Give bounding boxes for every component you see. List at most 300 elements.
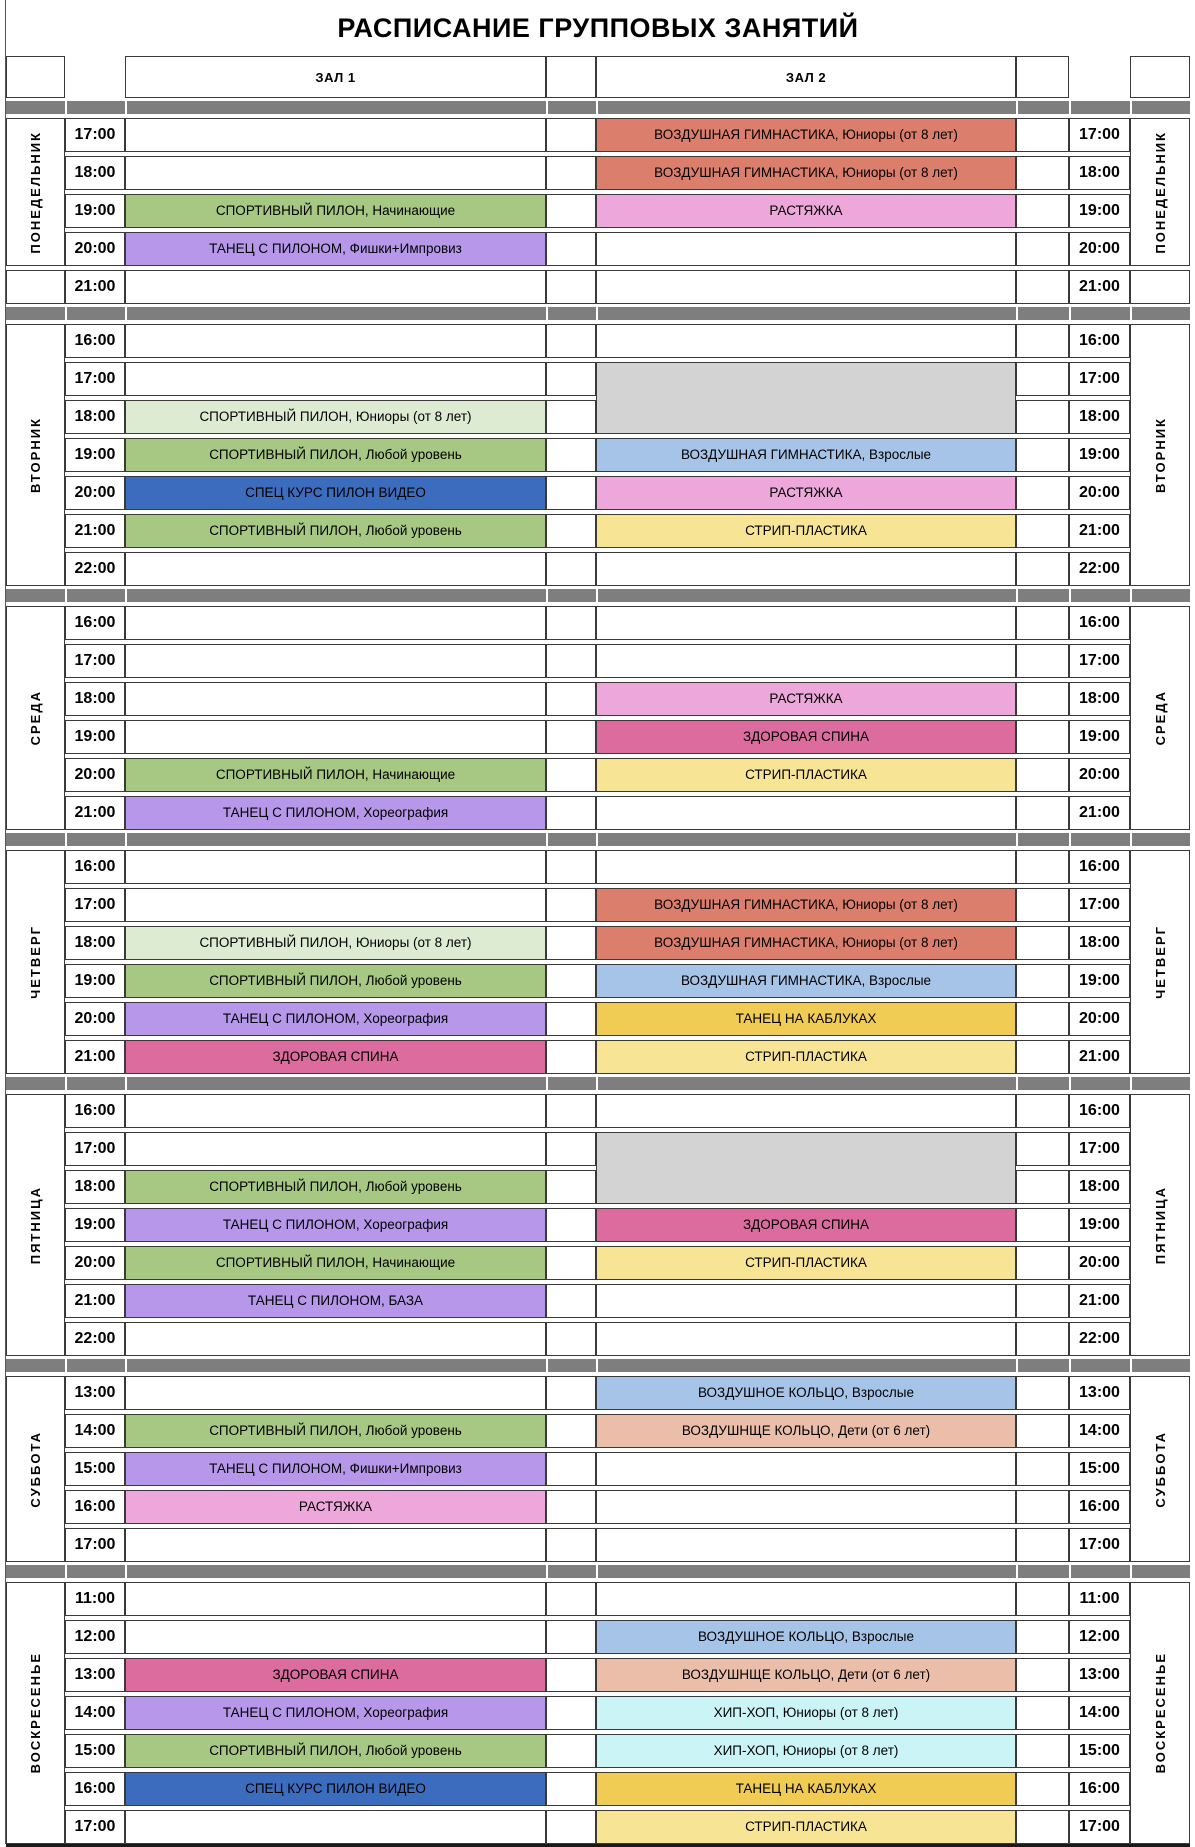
time-cell: 19:00 — [1069, 1208, 1130, 1242]
header-gap-cell-right — [1016, 56, 1069, 98]
day-label-left — [6, 1094, 65, 1356]
schedule-body — [6, 101, 1190, 1844]
class-cell: СТРИП-ПЛАСТИКА — [596, 758, 1016, 792]
time-cell: 17:00 — [65, 888, 125, 922]
day-section-6 — [6, 1376, 1190, 1562]
time-cell: 21:00 — [65, 1284, 125, 1318]
spacer-cell — [1016, 194, 1069, 228]
empty-slot-cell — [125, 1322, 546, 1356]
time-cell: 21:00 — [65, 796, 125, 830]
class-cell: ВОЗДУШНЩЕ КОЛЬЦО, Дети (от 6 лет) — [596, 1414, 1016, 1448]
empty-slot-cell — [125, 682, 546, 716]
separator-segment — [65, 1565, 125, 1578]
day-name-text: ПЯТНИЦА — [28, 1185, 43, 1265]
time-cell: 14:00 — [1069, 1696, 1130, 1730]
separator-segment — [125, 1359, 546, 1372]
spacer-cell — [546, 270, 596, 304]
day-name-text: СРЕДА — [28, 690, 43, 746]
spacer-cell — [546, 888, 596, 922]
time-cell: 20:00 — [1069, 232, 1130, 266]
day-label-left — [6, 1376, 65, 1562]
empty-slot-cell — [596, 1528, 1016, 1562]
separator-segment — [65, 833, 125, 846]
spacer-cell — [546, 606, 596, 640]
separator-segment — [546, 1077, 596, 1090]
day-section-1 — [6, 118, 1190, 304]
time-cell: 19:00 — [1069, 438, 1130, 472]
separator-segment — [65, 1077, 125, 1090]
day-label-right — [1130, 1376, 1190, 1562]
class-cell: СПОРТИВНЫЙ ПИЛОН, Любой уровень — [125, 1734, 546, 1768]
time-cell: 17:00 — [65, 1132, 125, 1166]
spacer-cell — [546, 1582, 596, 1616]
day-name-text: СУББОТА — [28, 1430, 43, 1508]
day-section-7 — [6, 1582, 1190, 1844]
empty-slot-cell — [125, 362, 546, 396]
class-cell: ВОЗДУШНАЯ ГИМНАСТИКА, Взрослые — [596, 964, 1016, 998]
spacer-cell — [546, 1040, 596, 1074]
time-cell: 16:00 — [1069, 1094, 1130, 1128]
separator-segment — [546, 307, 596, 320]
spacer-cell — [546, 1452, 596, 1486]
spacer-cell — [1016, 644, 1069, 678]
class-cell: ТАНЕЦ С ПИЛОНОМ, Фишки+Импровиз — [125, 1452, 546, 1486]
spacer-cell — [546, 156, 596, 190]
time-cell: 19:00 — [65, 964, 125, 998]
spacer-cell — [1016, 606, 1069, 640]
class-cell: ВОЗДУШНОЕ КОЛЬЦО, Взрослые — [596, 1620, 1016, 1654]
spacer-cell — [546, 118, 596, 152]
separator-segment — [1130, 101, 1190, 114]
separator-segment — [6, 1359, 65, 1372]
spacer-cell — [546, 926, 596, 960]
spacer-cell — [546, 1734, 596, 1768]
time-cell: 13:00 — [65, 1658, 125, 1692]
spacer-cell — [546, 324, 596, 358]
separator-segment — [1016, 833, 1069, 846]
time-cell: 21:00 — [1069, 1040, 1130, 1074]
spacer-cell — [1016, 476, 1069, 510]
time-cell: 17:00 — [1069, 118, 1130, 152]
spacer-cell — [1016, 438, 1069, 472]
time-cell: 21:00 — [1069, 1284, 1130, 1318]
time-cell: 17:00 — [1069, 362, 1130, 396]
time-cell: 14:00 — [1069, 1414, 1130, 1448]
day-section-4 — [6, 850, 1190, 1074]
class-cell: СПОРТИВНЫЙ ПИЛОН, Юниоры (от 8 лет) — [125, 926, 546, 960]
time-cell: 19:00 — [65, 1208, 125, 1242]
page-title: РАСПИСАНИЕ ГРУППОВЫХ ЗАНЯТИЙ — [337, 12, 859, 43]
class-cell: СПОРТИВНЫЙ ПИЛОН, Начинающие — [125, 194, 546, 228]
time-cell: 17:00 — [65, 362, 125, 396]
class-cell: СПОРТИВНЫЙ ПИЛОН, Начинающие — [125, 758, 546, 792]
empty-slot-cell — [596, 796, 1016, 830]
time-cell: 18:00 — [1069, 400, 1130, 434]
time-cell: 21:00 — [1069, 514, 1130, 548]
empty-slot-cell — [125, 850, 546, 884]
spacer-cell — [1016, 1322, 1069, 1356]
time-cell: 12:00 — [1069, 1620, 1130, 1654]
spacer-cell — [1016, 1528, 1069, 1562]
day-separator-bar — [6, 1565, 1190, 1578]
separator-segment — [1130, 1359, 1190, 1372]
spacer-cell — [546, 476, 596, 510]
spacer-cell — [546, 1170, 596, 1204]
separator-segment — [125, 833, 546, 846]
day-label-left — [6, 1582, 65, 1844]
empty-slot-cell — [596, 850, 1016, 884]
spacer-cell — [546, 682, 596, 716]
spacer-cell — [1016, 682, 1069, 716]
hall-1-header: ЗАЛ 1 — [125, 56, 546, 98]
spacer-cell — [1016, 720, 1069, 754]
class-cell: ТАНЕЦ С ПИЛОНОМ, Хореография — [125, 1208, 546, 1242]
separator-segment — [1130, 1077, 1190, 1090]
class-cell: РАСТЯЖКА — [125, 1490, 546, 1524]
time-cell: 21:00 — [1069, 270, 1130, 304]
spacer-cell — [1016, 118, 1069, 152]
spacer-cell — [546, 1246, 596, 1280]
day-label-left — [6, 606, 65, 830]
separator-segment — [6, 833, 65, 846]
schedule-sheet — [6, 0, 1190, 1847]
day-label-right — [1130, 324, 1190, 586]
time-cell: 16:00 — [65, 850, 125, 884]
class-cell: ВОЗДУШНЩЕ КОЛЬЦО, Дети (от 6 лет) — [596, 1658, 1016, 1692]
time-cell: 18:00 — [1069, 1170, 1130, 1204]
title-row — [6, 0, 1190, 56]
time-cell: 17:00 — [65, 1528, 125, 1562]
time-cell: 18:00 — [1069, 682, 1130, 716]
class-cell: СПОРТИВНЫЙ ПИЛОН, Любой уровень — [125, 514, 546, 548]
time-cell: 20:00 — [65, 1246, 125, 1280]
spacer-cell — [546, 194, 596, 228]
spacer-cell — [546, 1490, 596, 1524]
class-cell: СТРИП-ПЛАСТИКА — [596, 514, 1016, 548]
day-section-5 — [6, 1094, 1190, 1356]
empty-slot-cell — [596, 270, 1016, 304]
spacer-cell — [1016, 1582, 1069, 1616]
separator-segment — [596, 1077, 1016, 1090]
day-name-text: ПЯТНИЦА — [1152, 1185, 1168, 1265]
time-cell: 13:00 — [1069, 1658, 1130, 1692]
spacer-cell — [1016, 362, 1069, 396]
separator-segment — [65, 589, 125, 602]
time-cell: 20:00 — [1069, 476, 1130, 510]
time-cell: 20:00 — [1069, 1246, 1130, 1280]
day-name-text: ВТОРНИК — [1152, 417, 1168, 493]
spacer-cell — [1016, 514, 1069, 548]
spacer-cell — [1016, 400, 1069, 434]
hall-2-header: ЗАЛ 2 — [596, 56, 1016, 98]
empty-slot-cell — [125, 1132, 546, 1166]
empty-slot-cell — [125, 1094, 546, 1128]
class-cell: РАСТЯЖКА — [596, 194, 1016, 228]
day-section-3 — [6, 606, 1190, 830]
class-cell: РАСТЯЖКА — [596, 682, 1016, 716]
time-cell: 20:00 — [1069, 1002, 1130, 1036]
separator-segment — [546, 833, 596, 846]
class-cell: ХИП-ХОП, Юниоры (от 8 лет) — [596, 1734, 1016, 1768]
class-cell: ВОЗДУШНАЯ ГИМНАСТИКА, Юниоры (от 8 лет) — [596, 926, 1016, 960]
time-cell: 18:00 — [65, 1170, 125, 1204]
time-cell: 17:00 — [1069, 1528, 1130, 1562]
spacer-cell — [1016, 1620, 1069, 1654]
spacer-cell — [546, 1376, 596, 1410]
separator-segment — [6, 589, 65, 602]
time-cell: 18:00 — [1069, 926, 1130, 960]
spacer-cell — [1016, 232, 1069, 266]
class-cell: ЗДОРОВАЯ СПИНА — [125, 1658, 546, 1692]
empty-slot-cell — [596, 1582, 1016, 1616]
spacer-cell — [546, 1810, 596, 1844]
time-cell: 16:00 — [65, 1490, 125, 1524]
time-cell: 18:00 — [65, 682, 125, 716]
empty-slot-cell — [125, 324, 546, 358]
separator-segment — [1016, 307, 1069, 320]
time-cell: 19:00 — [1069, 720, 1130, 754]
empty-slot-cell — [596, 552, 1016, 586]
separator-segment — [1016, 1077, 1069, 1090]
empty-slot-cell — [125, 156, 546, 190]
spacer-cell — [1016, 1002, 1069, 1036]
day-label-left — [6, 850, 65, 1074]
spacer-cell — [1016, 796, 1069, 830]
day-label-right — [1130, 118, 1190, 266]
spacer-cell — [1016, 926, 1069, 960]
separator-segment — [6, 307, 65, 320]
spacer-cell — [546, 514, 596, 548]
separator-segment — [596, 307, 1016, 320]
time-cell: 20:00 — [65, 232, 125, 266]
time-cell: 19:00 — [65, 720, 125, 754]
empty-slot-cell — [596, 324, 1016, 358]
empty-slot-cell — [596, 606, 1016, 640]
day-name-text: ПОНЕДЕЛЬНИК — [28, 130, 43, 254]
spacer-cell — [546, 1208, 596, 1242]
day-name-text: СУББОТА — [1152, 1430, 1168, 1508]
time-cell: 12:00 — [65, 1620, 125, 1654]
time-cell: 20:00 — [1069, 758, 1130, 792]
separator-segment — [1016, 589, 1069, 602]
separator-segment — [125, 307, 546, 320]
separator-segment — [1069, 307, 1130, 320]
spacer-cell — [546, 644, 596, 678]
separator-segment — [6, 101, 65, 114]
class-cell: РАСТЯЖКА — [596, 476, 1016, 510]
empty-slot-cell — [125, 720, 546, 754]
class-cell: ХИП-ХОП, Юниоры (от 8 лет) — [596, 1696, 1016, 1730]
time-cell: 22:00 — [65, 552, 125, 586]
header-gap-cell-left — [546, 56, 596, 98]
class-cell: СПЕЦ КУРС ПИЛОН ВИДЕО — [125, 1772, 546, 1806]
empty-slot-cell — [125, 1376, 546, 1410]
day-label-right — [1130, 606, 1190, 830]
spacer-cell — [546, 1620, 596, 1654]
class-cell: ВОЗДУШНАЯ ГИМНАСТИКА, Юниоры (от 8 лет) — [596, 118, 1016, 152]
separator-segment — [1016, 1565, 1069, 1578]
day-label-filler — [6, 270, 65, 304]
class-cell: ТАНЕЦ С ПИЛОНОМ, Фишки+Импровиз — [125, 232, 546, 266]
time-cell: 22:00 — [1069, 1322, 1130, 1356]
class-cell: ТАНЕЦ С ПИЛОНОМ, Хореография — [125, 1002, 546, 1036]
class-cell: ЗДОРОВАЯ СПИНА — [596, 720, 1016, 754]
time-cell: 17:00 — [1069, 1810, 1130, 1844]
day-separator-bar — [6, 833, 1190, 846]
spacer-cell — [546, 1696, 596, 1730]
class-cell: ВОЗДУШНАЯ ГИМНАСТИКА, Юниоры (от 8 лет) — [596, 888, 1016, 922]
day-separator-bar — [6, 1077, 1190, 1090]
spacer-cell — [1016, 1170, 1069, 1204]
separator-segment — [1069, 833, 1130, 846]
class-cell: ТАНЕЦ НА КАБЛУКАХ — [596, 1772, 1016, 1806]
day-name-text: ВОСКРЕСЕНЬЕ — [1152, 1652, 1168, 1774]
day-label-left — [6, 324, 65, 586]
time-cell: 16:00 — [1069, 850, 1130, 884]
day-name-text: ЧЕТВЕРГ — [28, 925, 43, 999]
separator-segment — [1069, 1359, 1130, 1372]
class-cell: ЗДОРОВАЯ СПИНА — [596, 1208, 1016, 1242]
time-cell: 17:00 — [1069, 1132, 1130, 1166]
separator-segment — [6, 1077, 65, 1090]
separator-segment — [1130, 833, 1190, 846]
empty-slot-cell — [125, 644, 546, 678]
class-cell: СПОРТИВНЫЙ ПИЛОН, Любой уровень — [125, 964, 546, 998]
time-cell: 22:00 — [65, 1322, 125, 1356]
time-cell: 19:00 — [65, 194, 125, 228]
empty-slot-cell — [125, 270, 546, 304]
spacer-cell — [546, 400, 596, 434]
class-cell: СТРИП-ПЛАСТИКА — [596, 1246, 1016, 1280]
spacer-cell — [546, 796, 596, 830]
separator-segment — [596, 833, 1016, 846]
separator-segment — [546, 1359, 596, 1372]
time-cell: 21:00 — [65, 270, 125, 304]
spacer-cell — [1016, 270, 1069, 304]
spacer-cell — [1016, 1734, 1069, 1768]
empty-slot-cell — [125, 552, 546, 586]
day-separator-bar — [6, 1359, 1190, 1372]
time-cell: 20:00 — [65, 476, 125, 510]
spacer-cell — [1016, 758, 1069, 792]
class-cell: СПОРТИВНЫЙ ПИЛОН, Любой уровень — [125, 438, 546, 472]
time-cell: 19:00 — [1069, 964, 1130, 998]
separator-segment — [546, 589, 596, 602]
header-corner-right — [1130, 56, 1190, 98]
class-cell: ЗДОРОВАЯ СПИНА — [125, 1040, 546, 1074]
time-cell: 18:00 — [1069, 156, 1130, 190]
day-name-text: ЧЕТВЕРГ — [1152, 925, 1168, 999]
day-separator-bar — [6, 307, 1190, 320]
day-name-text: ВТОРНИК — [28, 417, 43, 493]
class-cell: ТАНЕЦ НА КАБЛУКАХ — [596, 1002, 1016, 1036]
day-separator-bar — [6, 101, 1190, 114]
day-name-text: ПОНЕДЕЛЬНИК — [1152, 130, 1168, 254]
separator-segment — [65, 101, 125, 114]
class-cell: ТАНЕЦ С ПИЛОНОМ, Хореография — [125, 796, 546, 830]
separator-segment — [65, 1359, 125, 1372]
separator-segment — [125, 101, 546, 114]
empty-slot-cell — [125, 118, 546, 152]
time-cell: 14:00 — [65, 1696, 125, 1730]
separator-segment — [125, 1565, 546, 1578]
class-cell: ТАНЕЦ С ПИЛОНОМ, Хореография — [125, 1696, 546, 1730]
time-cell: 16:00 — [65, 606, 125, 640]
time-cell: 15:00 — [1069, 1734, 1130, 1768]
time-cell: 22:00 — [1069, 552, 1130, 586]
spacer-cell — [546, 1002, 596, 1036]
empty-slot-cell — [125, 606, 546, 640]
empty-slot-cell — [596, 1490, 1016, 1524]
separator-segment — [1016, 1359, 1069, 1372]
spacer-cell — [1016, 1132, 1069, 1166]
empty-slot-cell — [596, 232, 1016, 266]
separator-segment — [1130, 307, 1190, 320]
separator-segment — [125, 589, 546, 602]
day-name-text: СРЕДА — [1152, 690, 1168, 746]
header-corner-left — [6, 56, 65, 98]
spacer-cell — [546, 758, 596, 792]
separator-segment — [546, 101, 596, 114]
spacer-cell — [1016, 964, 1069, 998]
closed-gray-block — [596, 1132, 1016, 1204]
separator-segment — [1069, 101, 1130, 114]
spacer-cell — [1016, 1246, 1069, 1280]
spacer-cell — [546, 1528, 596, 1562]
separator-segment — [125, 1077, 546, 1090]
time-cell: 16:00 — [65, 1772, 125, 1806]
spacer-cell — [546, 720, 596, 754]
spacer-cell — [546, 1322, 596, 1356]
spacer-cell — [1016, 850, 1069, 884]
time-cell: 16:00 — [65, 324, 125, 358]
time-cell: 16:00 — [1069, 1772, 1130, 1806]
spacer-cell — [1016, 1658, 1069, 1692]
class-cell: СТРИП-ПЛАСТИКА — [596, 1040, 1016, 1074]
time-cell: 11:00 — [65, 1582, 125, 1616]
day-label-right — [1130, 1582, 1190, 1844]
time-cell: 16:00 — [1069, 324, 1130, 358]
spacer-cell — [546, 1284, 596, 1318]
time-cell: 17:00 — [65, 1810, 125, 1844]
empty-slot-cell — [125, 1582, 546, 1616]
spacer-cell — [1016, 1490, 1069, 1524]
empty-slot-cell — [596, 644, 1016, 678]
class-cell: СПОРТИВНЫЙ ПИЛОН, Юниоры (от 8 лет) — [125, 400, 546, 434]
separator-segment — [596, 1565, 1016, 1578]
empty-slot-cell — [596, 1284, 1016, 1318]
class-cell: СПЕЦ КУРС ПИЛОН ВИДЕО — [125, 476, 546, 510]
separator-segment — [596, 1359, 1016, 1372]
time-cell: 11:00 — [1069, 1582, 1130, 1616]
spacer-cell — [546, 1414, 596, 1448]
empty-slot-cell — [125, 1620, 546, 1654]
separator-segment — [1130, 1565, 1190, 1578]
separator-segment — [546, 1565, 596, 1578]
spacer-cell — [1016, 1452, 1069, 1486]
separator-segment — [1069, 1077, 1130, 1090]
time-cell: 13:00 — [1069, 1376, 1130, 1410]
time-cell: 17:00 — [65, 644, 125, 678]
empty-slot-cell — [125, 888, 546, 922]
spacer-cell — [1016, 1696, 1069, 1730]
empty-slot-cell — [125, 1810, 546, 1844]
time-cell: 18:00 — [65, 400, 125, 434]
time-cell: 21:00 — [65, 1040, 125, 1074]
spacer-cell — [546, 232, 596, 266]
spacer-cell — [546, 964, 596, 998]
time-cell: 19:00 — [65, 438, 125, 472]
